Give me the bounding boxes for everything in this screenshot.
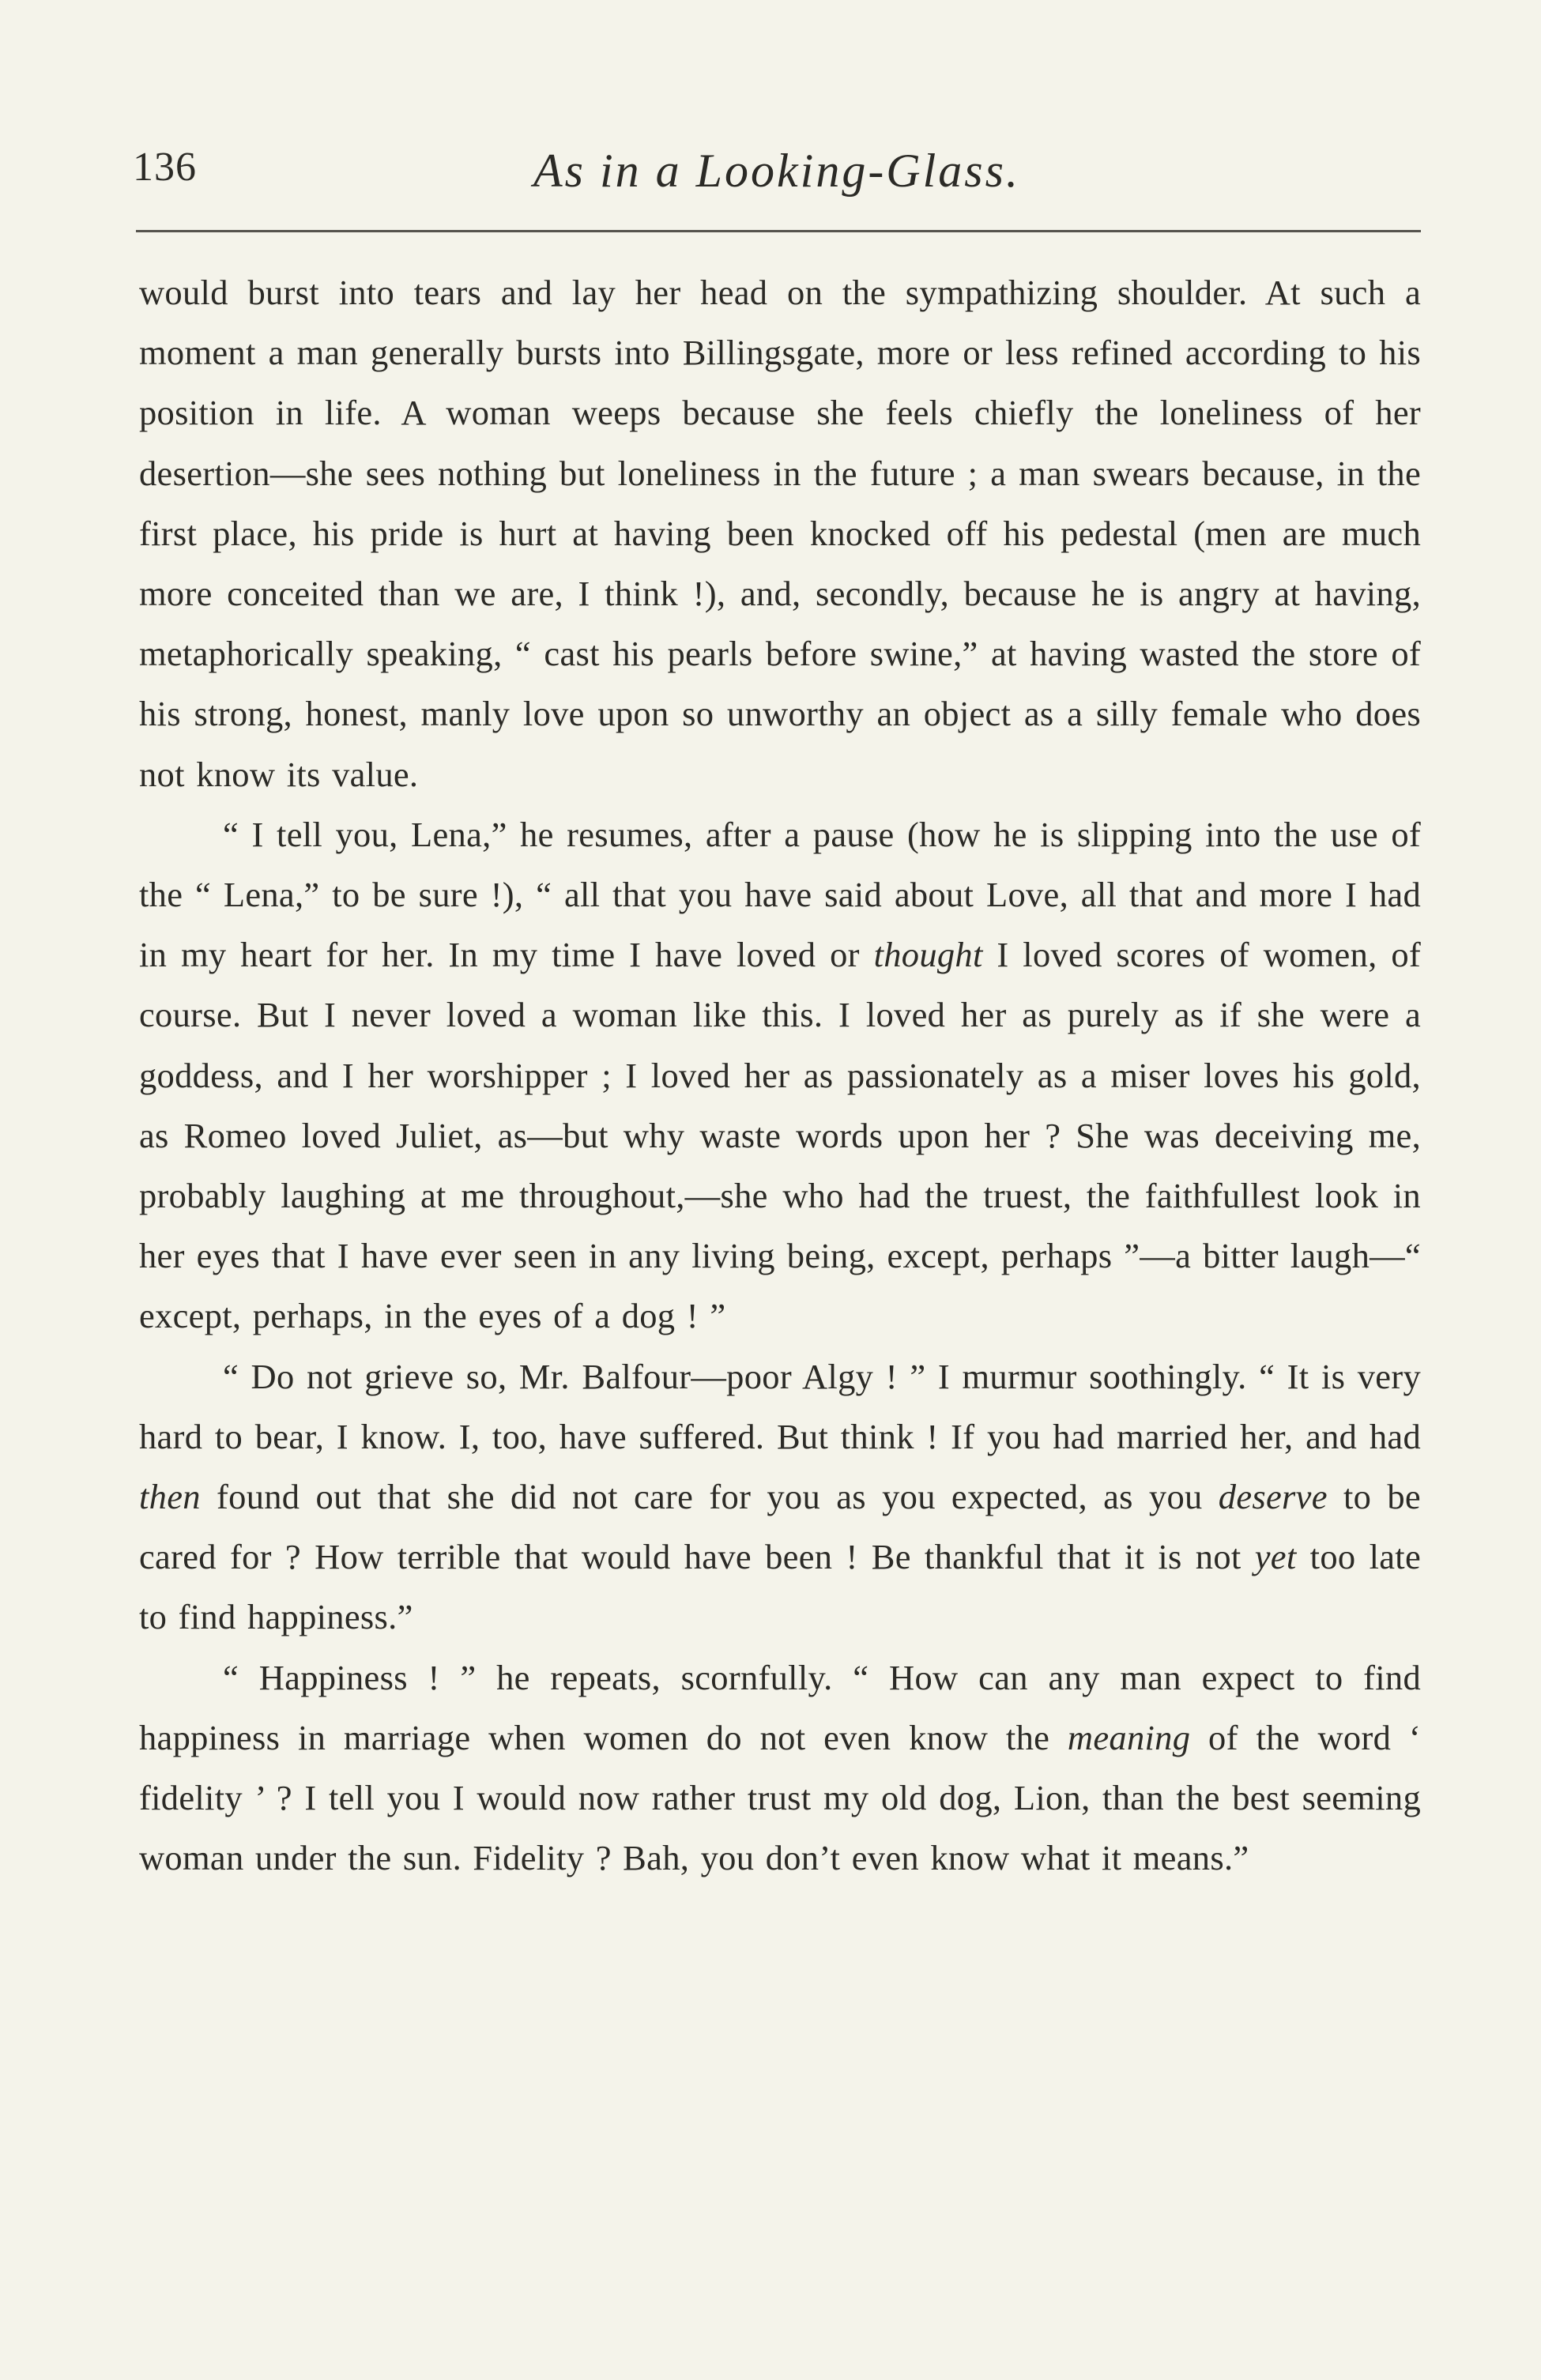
page-header (133, 144, 1421, 207)
text-run: would burst into tears and lay her head on the sympathizing shoulder. At such a moment a man generally bursts into Billingsgate, more or less refined according to his position in life. A woman weeps because she feels chiefly the loneliness of her desertion—she sees nothing but loneliness in the future ; a man swears because, in the first place, his pride is hurt at having been knocked off his pedestal (men are much more conceited than we are, I think !), and, secondly, because he is angry at having, metaphorically speaking, “ cast his pearls before swine,” at having wasted the store of his strong, honest, manly love upon so unworthy an object as a silly female who does not know its value. (139, 273, 1421, 794)
italic-text: thought (873, 935, 983, 975)
paragraph (139, 262, 1421, 804)
text-run: too late to find happiness.” (139, 1537, 1422, 1637)
paragraph (139, 1346, 1421, 1648)
running-title: As in a Looking-Glass. (533, 145, 1021, 197)
text-run: of the word ‘ fidelity ’ ? I tell you I would now rather trust my old dog, Lion, than the best seeming woman under the sun. Fidelity ? Bah, you don’t even know what it means.” (139, 1717, 1421, 1878)
text-run: “ I tell you, Lena,” he resumes, after a pause (how he is slipping into the use of the “ Lena,” to be sure !), “ all that you have said about Love, all that and more I had in my heart for her. In my time I have loved or (139, 814, 1421, 975)
italic-text: meaning (1067, 1717, 1191, 1757)
text-run: to be cared for ? How terrible that would have been ! Be thankful that it is not (139, 1477, 1421, 1577)
text-run: “ Do not grieve so, Mr. Balfour—poor Algy ! ” I murmur soothingly. “ It is very hard to bear, I know. I, too, have suffered. But think ! If you had married her, and had (139, 1356, 1421, 1456)
italic-text: yet (1254, 1537, 1297, 1577)
header-rule (136, 230, 1421, 232)
paragraph (139, 804, 1421, 1346)
page-number: 136 (133, 145, 197, 190)
text-run: found out that she did not care for you as you expected, as you (200, 1477, 1219, 1517)
paragraph (139, 1648, 1421, 1889)
body-text (139, 262, 1421, 1888)
italic-text: deserve (1218, 1477, 1328, 1517)
text-run: I loved scores of women, of course. But I never loved a woman like this. I loved her as purely as if she were a goddess, and I her worshipper ; I loved her as passionately as a miser loves his gold, as Romeo loved Juliet, as—but why waste words upon her ? She was deceiving me, probably laughing at me throughout,—she who had the truest, the faithfullest look in her eyes that I have ever seen in any living being, except, perhaps ”—a bitter laugh—“ except, perhaps, in the eyes of a dog ! ” (139, 935, 1421, 1336)
text-run: “ Happiness ! ” he repeats, scornfully. “ How can any man expect to find happiness in marriage when women do not even know the (139, 1657, 1421, 1757)
italic-text: then (139, 1477, 201, 1517)
